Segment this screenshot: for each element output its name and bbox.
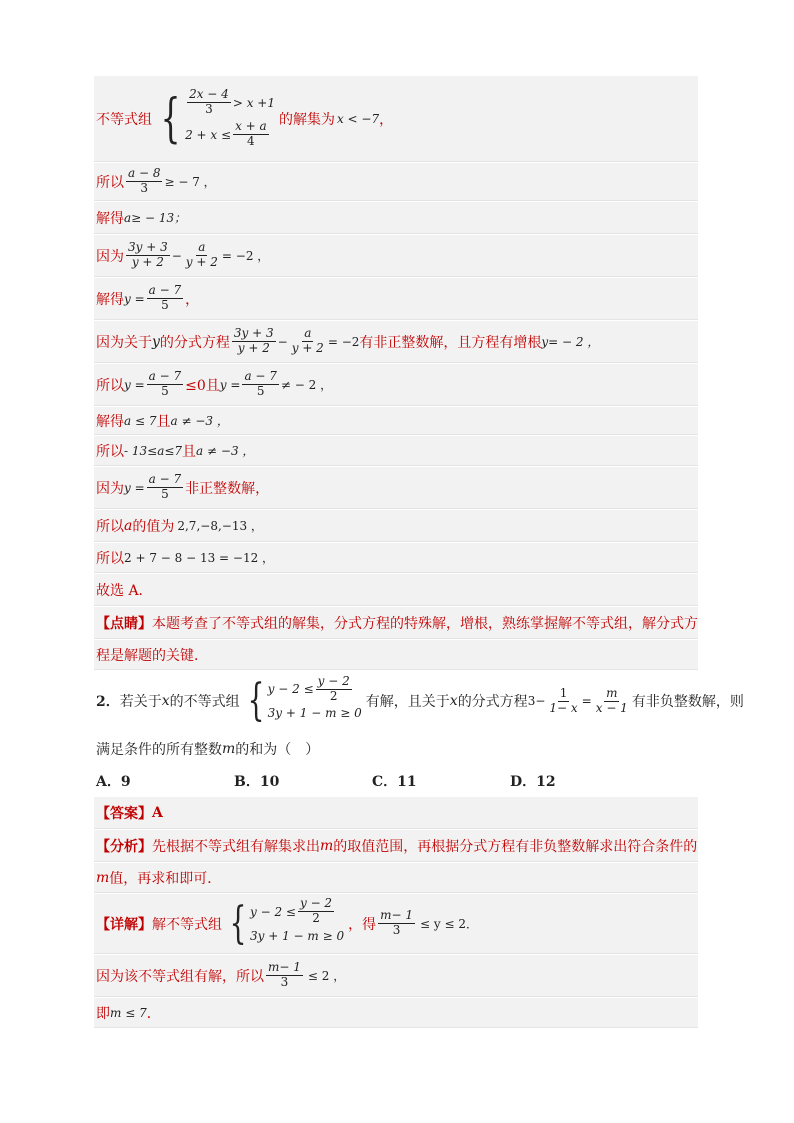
math: y = <box>219 377 241 392</box>
text: ． <box>146 1005 161 1022</box>
math: a ≠ −3 ， <box>196 444 255 458</box>
math: 2 + 7 − 8 − 13 = −12 ， <box>124 551 275 565</box>
text: 的分式方程 <box>159 334 230 351</box>
answer-line <box>94 797 698 829</box>
option-c[interactable]: C．11 <box>372 774 417 790</box>
math: x <box>161 693 170 709</box>
frac-num: 3y + 3 <box>233 326 274 341</box>
answer-value: A <box>152 804 163 821</box>
text: 所以 <box>96 377 124 394</box>
text: 因为 <box>96 480 124 497</box>
ineq-part: 2 + x ≤ <box>185 127 232 142</box>
frac-num: a <box>304 326 312 341</box>
frac-num: x + a <box>235 119 267 134</box>
ineq-part: y − 2 ≤ <box>267 682 314 696</box>
text: 的不等式组 <box>169 694 240 710</box>
ineq-part: y − 2 ≤ <box>250 904 296 919</box>
math: = <box>581 694 592 708</box>
text: ，得 <box>348 916 377 933</box>
answer-label: 【答案】 <box>96 805 152 822</box>
text: 所以 <box>96 174 124 191</box>
analysis-line <box>94 863 698 893</box>
detail-line <box>94 894 698 954</box>
frac-den: 5 <box>161 298 169 312</box>
brace-icon: { <box>229 897 247 949</box>
frac-num: a − 7 <box>148 369 182 384</box>
text: 解不等式组 <box>152 916 222 933</box>
frac-num: m <box>606 685 618 700</box>
text: 因为该不等式组有解，所以 <box>96 968 264 985</box>
solution-line <box>94 364 698 406</box>
text: 且 <box>182 443 197 460</box>
analysis-label: 【分析】 <box>96 838 152 855</box>
frac-num: y − 2 <box>299 896 333 911</box>
option-b[interactable]: B．10 <box>234 774 280 790</box>
solution-line <box>94 436 698 466</box>
text: 程是解题的关键． <box>96 647 208 664</box>
math: = −2 ， <box>221 249 270 263</box>
frac-num: a − 8 <box>128 166 161 181</box>
text: 先根据不等式组有解集求出 <box>152 838 320 855</box>
frac-den: 2 <box>312 911 320 925</box>
brace-icon: { <box>160 88 181 149</box>
text: 的取值范围，再根据分式方程有非负整数解求出符合条件的 <box>333 838 698 855</box>
frac-den: y + 2 <box>131 255 164 269</box>
question-number: 2． <box>96 694 120 710</box>
text: 所以 <box>96 443 124 460</box>
comment-line <box>94 640 698 670</box>
math: a <box>124 517 133 534</box>
frac-num: a <box>198 240 206 255</box>
ineq-part: 3y + 1 − m ≥ 0 <box>250 928 345 943</box>
comment-label: 【点睛】 <box>96 615 152 632</box>
math: ≥ − 7 ， <box>164 175 216 189</box>
frac-den: 5 <box>256 384 265 398</box>
solution-line <box>94 543 698 573</box>
text: 满足条件的所有整数 <box>96 742 222 758</box>
text: 非正整数解， <box>185 480 270 497</box>
option-d[interactable]: D．12 <box>510 774 556 790</box>
math: a≥ − 13； <box>124 211 187 225</box>
solution-line <box>94 163 698 201</box>
frac-den: 4 <box>247 134 255 148</box>
solution-line <box>94 321 698 363</box>
ineq-part: 3y + 1 − m ≥ 0 <box>267 706 362 720</box>
inequality-system <box>154 87 275 149</box>
frac-num: m− 1 <box>380 908 414 923</box>
solution-line <box>94 235 698 277</box>
math: − <box>171 248 182 263</box>
text: 所以 <box>96 518 124 535</box>
inequality-system <box>224 896 345 949</box>
math: ≠ − 2 ， <box>280 378 333 392</box>
frac-num: a − 7 <box>148 472 182 487</box>
question-2-stem-cont <box>94 734 698 764</box>
math: x < −7 <box>336 111 380 126</box>
solution-line-conclusion <box>94 574 698 606</box>
text: 的解集为 <box>278 111 335 128</box>
text: 有非负整数解，则 <box>631 694 744 710</box>
math: x <box>449 693 458 709</box>
frac-den: 2 <box>329 688 338 703</box>
question-2-options <box>94 766 698 796</box>
frac-den: 3 <box>140 181 149 195</box>
inequality-system <box>242 673 362 726</box>
math: ≤ 2 ， <box>307 969 346 983</box>
comment-line <box>94 607 698 639</box>
question-2-stem <box>94 671 744 731</box>
math: − <box>277 334 288 349</box>
math: y <box>152 333 160 350</box>
solution-line <box>94 510 698 542</box>
text: ， <box>185 291 200 308</box>
text: ≤0且 <box>185 377 220 394</box>
frac-num: a − 7 <box>244 369 277 384</box>
text: 的和为（ ） <box>235 742 320 758</box>
math: - 13≤a≤7 <box>124 443 183 458</box>
solution-line <box>94 407 698 435</box>
math: y= − 2 ， <box>541 335 600 349</box>
text: 即 <box>96 1005 110 1022</box>
analysis-line <box>94 830 698 862</box>
solution-line <box>94 278 698 320</box>
text: 的值为 <box>132 518 175 535</box>
ineq-part: > x +1 <box>232 95 275 110</box>
math: a ≠ −3 ， <box>170 414 229 428</box>
text: 解得 <box>96 210 124 227</box>
solution-line <box>94 467 698 509</box>
math: m ≤ 7 <box>110 1005 147 1020</box>
text: 有非正整数解，且方程有增根 <box>359 334 542 351</box>
text: 解得 <box>96 291 124 308</box>
frac-den: 3 <box>280 975 289 989</box>
solution-line <box>94 202 698 234</box>
text: 的分式方程 <box>457 694 528 710</box>
math: m <box>96 869 110 886</box>
math: m <box>320 837 334 854</box>
text: 若关于 <box>119 694 162 710</box>
text: 值，再求和即可． <box>109 870 222 887</box>
math: y = <box>124 480 145 495</box>
text: 所以 <box>96 550 124 567</box>
math: ≤ y ≤ 2． <box>420 917 478 931</box>
math: = −2 <box>327 334 360 349</box>
frac-den: 1− x <box>549 700 578 715</box>
detail-line <box>94 998 698 1028</box>
math: 3− <box>527 694 546 708</box>
frac-den: y + 2 <box>237 341 270 355</box>
frac-den: 5 <box>161 487 169 501</box>
math: 2,7,−8,−13 ， <box>177 519 263 533</box>
detail-line <box>94 955 698 997</box>
math: y = <box>124 377 145 392</box>
frac-num: 1 <box>559 685 568 700</box>
frac-num: y − 2 <box>317 673 350 688</box>
math: y = <box>124 291 145 306</box>
text: 解得 <box>96 413 124 430</box>
text: 且 <box>156 413 171 430</box>
math: a ≤ 7 <box>124 413 157 428</box>
detail-label: 【详解】 <box>96 916 152 933</box>
frac-den: x − 1 <box>595 700 628 715</box>
text: ， <box>379 111 394 128</box>
frac-den: 3 <box>392 923 401 937</box>
frac-num: m− 1 <box>268 960 301 975</box>
option-a[interactable]: A．9 <box>96 774 131 790</box>
text: 不等式组 <box>96 111 152 128</box>
text: 故选 A． <box>96 582 153 599</box>
frac-den: 5 <box>161 384 169 398</box>
brace-icon: { <box>247 675 265 726</box>
text: 有解，且关于 <box>365 694 450 710</box>
frac-num: 3y + 3 <box>128 240 168 255</box>
text: 本题考查了不等式组的解集，分式方程的特殊解，增根，熟练掌握解不等式组，解分式方 <box>152 615 698 632</box>
frac-num: a − 7 <box>148 283 182 298</box>
frac-num: 2x − 4 <box>189 87 229 102</box>
frac-den: y + 2 <box>291 341 324 355</box>
text: 因为 <box>96 248 124 265</box>
frac-den: y + 2 <box>185 255 218 269</box>
text: 因为关于 <box>96 334 152 351</box>
frac-den: 3 <box>205 102 213 116</box>
math: m <box>222 741 236 757</box>
solution-line-system <box>94 76 698 162</box>
